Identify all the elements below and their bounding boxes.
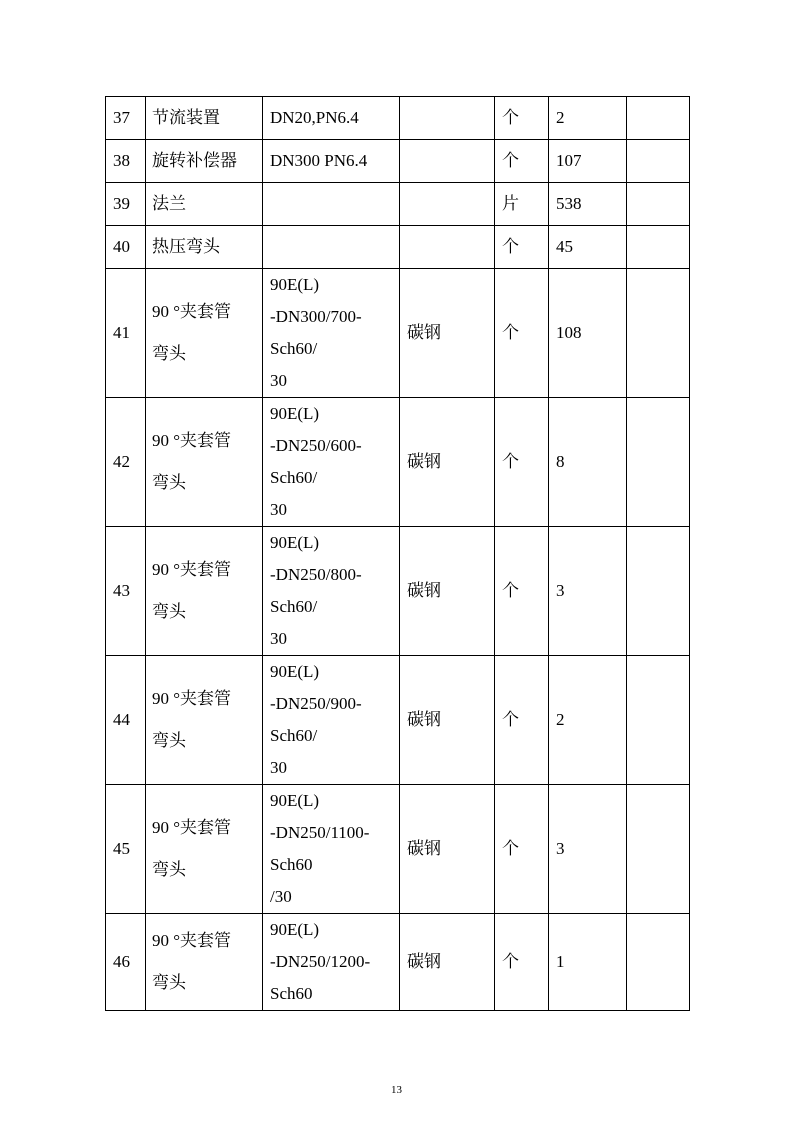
- item-spec: [263, 183, 400, 226]
- item-name-line: 90 °夹套管: [152, 560, 232, 579]
- item-spec-line: -DN250/1200-: [270, 952, 371, 971]
- row-number: 41: [106, 269, 146, 398]
- item-material: 碳钢: [400, 785, 495, 914]
- item-spec-line: 30: [270, 500, 287, 519]
- item-name: [146, 656, 263, 785]
- item-unit: 个: [495, 140, 549, 183]
- item-quantity: 2: [549, 97, 627, 140]
- item-spec: [263, 656, 400, 785]
- item-spec-line: 30: [270, 758, 287, 777]
- item-material: 碳钢: [400, 527, 495, 656]
- item-spec-line: -DN250/900-: [270, 694, 362, 713]
- table-row: [106, 269, 690, 398]
- row-number: 37: [106, 97, 146, 140]
- table-row: [106, 97, 690, 140]
- table-row: [106, 656, 690, 785]
- item-unit: 个: [495, 656, 549, 785]
- row-number: 44: [106, 656, 146, 785]
- item-remark: [627, 527, 690, 656]
- item-spec-line: /30: [270, 887, 292, 906]
- item-name-line: 弯头: [152, 860, 186, 879]
- item-name-line: 弯头: [152, 731, 186, 750]
- item-material: [400, 226, 495, 269]
- item-spec-line: -DN250/800-: [270, 565, 362, 584]
- item-spec-line: DN20,PN6.4: [270, 108, 359, 127]
- item-quantity: 108: [549, 269, 627, 398]
- item-name: [146, 785, 263, 914]
- item-spec-line: 90E(L): [270, 920, 320, 939]
- item-name: [146, 527, 263, 656]
- table-row: [106, 527, 690, 656]
- item-name: [146, 269, 263, 398]
- item-unit: 个: [495, 785, 549, 914]
- page-number: 13: [391, 1084, 402, 1096]
- item-spec-line: -DN300/700-: [270, 307, 362, 326]
- item-material: 碳钢: [400, 914, 495, 1011]
- item-name-line: 弯头: [152, 344, 186, 363]
- item-name-line: 节流装置: [152, 108, 220, 127]
- item-material: [400, 183, 495, 226]
- item-quantity: 3: [549, 527, 627, 656]
- item-spec-line: Sch60: [270, 984, 313, 1003]
- item-quantity: 107: [549, 140, 627, 183]
- item-unit: 个: [495, 527, 549, 656]
- table-row: [106, 183, 690, 226]
- item-material: 碳钢: [400, 269, 495, 398]
- item-spec: [263, 226, 400, 269]
- item-name-line: 热压弯头: [152, 237, 220, 256]
- item-remark: [627, 183, 690, 226]
- item-name: [146, 914, 263, 1011]
- item-spec: [263, 140, 400, 183]
- item-unit: 个: [495, 914, 549, 1011]
- row-number: 46: [106, 914, 146, 1011]
- item-name-line: 旋转补偿器: [152, 151, 237, 170]
- item-spec-line: -DN250/1100-: [270, 823, 370, 842]
- item-remark: [627, 656, 690, 785]
- item-name-line: 90 °夹套管: [152, 818, 232, 837]
- item-remark: [627, 226, 690, 269]
- item-spec-line: 30: [270, 371, 287, 390]
- item-quantity: 45: [549, 226, 627, 269]
- item-name-line: 弯头: [152, 473, 186, 492]
- item-spec-line: Sch60/: [270, 468, 318, 487]
- item-remark: [627, 97, 690, 140]
- item-spec: [263, 527, 400, 656]
- row-number: 39: [106, 183, 146, 226]
- table-row: [106, 140, 690, 183]
- item-name: [146, 97, 263, 140]
- item-name: [146, 140, 263, 183]
- item-spec: [263, 914, 400, 1011]
- item-spec: [263, 398, 400, 527]
- table-row: [106, 226, 690, 269]
- item-name: [146, 398, 263, 527]
- item-name-line: 90 °夹套管: [152, 689, 232, 708]
- item-spec: [263, 785, 400, 914]
- item-spec-line: 90E(L): [270, 404, 320, 423]
- item-spec-line: 90E(L): [270, 275, 320, 294]
- item-spec: [263, 269, 400, 398]
- table-row: [106, 785, 690, 914]
- item-spec-line: Sch60/: [270, 597, 318, 616]
- item-unit: 片: [495, 183, 549, 226]
- row-number: 38: [106, 140, 146, 183]
- table-body: [106, 97, 690, 1011]
- item-unit: 个: [495, 97, 549, 140]
- table-row: [106, 914, 690, 1011]
- item-material: [400, 97, 495, 140]
- item-name: [146, 183, 263, 226]
- item-remark: [627, 398, 690, 527]
- item-spec-line: -DN250/600-: [270, 436, 362, 455]
- item-quantity: 1: [549, 914, 627, 1011]
- item-name-line: 弯头: [152, 602, 186, 621]
- item-spec-line: DN300 PN6.4: [270, 151, 368, 170]
- item-name: [146, 226, 263, 269]
- item-spec: [263, 97, 400, 140]
- item-spec-line: Sch60/: [270, 339, 318, 358]
- item-spec-line: 90E(L): [270, 662, 320, 681]
- item-quantity: 538: [549, 183, 627, 226]
- materials-table: [105, 96, 690, 1011]
- item-unit: 个: [495, 226, 549, 269]
- item-name-line: 弯头: [152, 973, 186, 992]
- item-unit: 个: [495, 398, 549, 527]
- item-spec-line: 30: [270, 629, 287, 648]
- item-material: 碳钢: [400, 398, 495, 527]
- item-spec-line: 90E(L): [270, 533, 320, 552]
- item-name-line: 90 °夹套管: [152, 931, 232, 950]
- item-spec-line: Sch60: [270, 855, 313, 874]
- item-remark: [627, 140, 690, 183]
- item-quantity: 3: [549, 785, 627, 914]
- table-row: [106, 398, 690, 527]
- item-name-line: 法兰: [152, 194, 186, 213]
- row-number: 43: [106, 527, 146, 656]
- item-quantity: 8: [549, 398, 627, 527]
- row-number: 40: [106, 226, 146, 269]
- row-number: 45: [106, 785, 146, 914]
- item-remark: [627, 914, 690, 1011]
- item-material: [400, 140, 495, 183]
- item-name-line: 90 °夹套管: [152, 431, 232, 450]
- item-spec-line: 90E(L): [270, 791, 320, 810]
- item-unit: 个: [495, 269, 549, 398]
- item-quantity: 2: [549, 656, 627, 785]
- item-remark: [627, 785, 690, 914]
- item-remark: [627, 269, 690, 398]
- item-spec-line: Sch60/: [270, 726, 318, 745]
- item-name-line: 90 °夹套管: [152, 302, 232, 321]
- item-material: 碳钢: [400, 656, 495, 785]
- row-number: 42: [106, 398, 146, 527]
